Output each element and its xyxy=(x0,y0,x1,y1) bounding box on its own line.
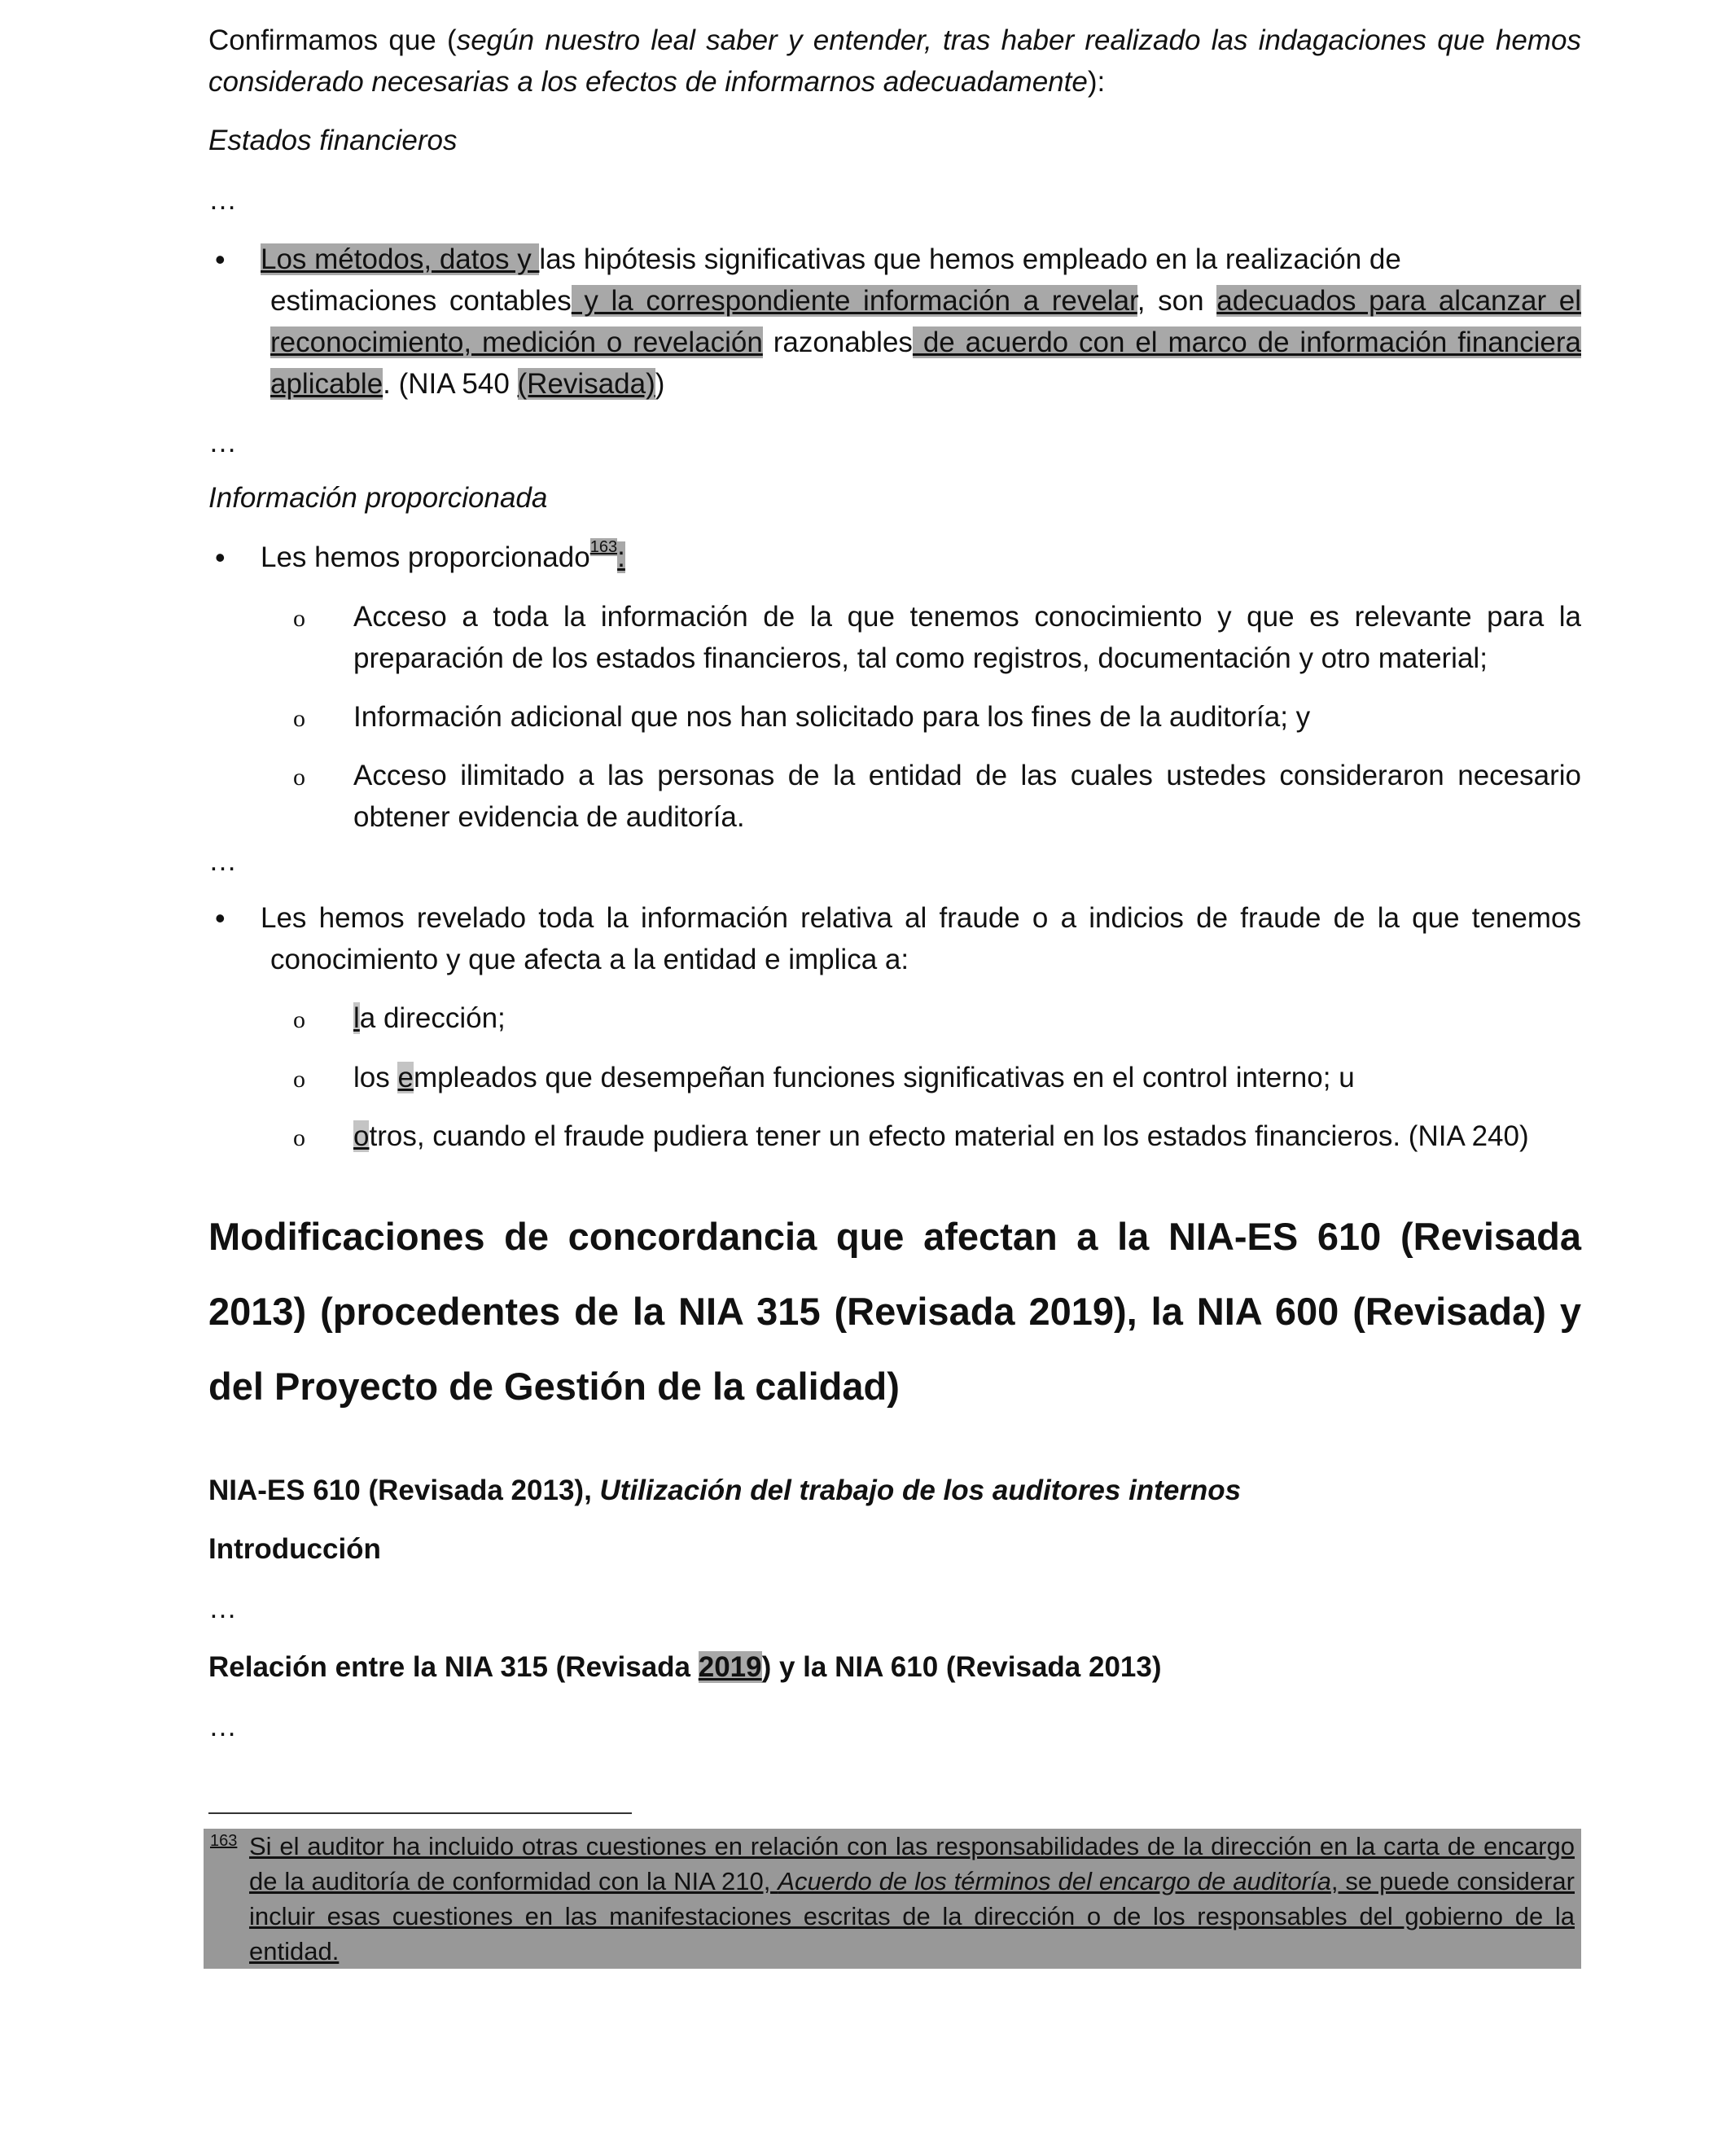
text-segment: mpleados que desempeñan funciones significativas en el control interno; u xyxy=(413,1062,1355,1093)
list-item-text: Acceso a toda la información de la que tenemos conocimiento y que es relevante para la preparación de los estados financieros, tal como registros, documentación y otro material; xyxy=(353,601,1581,674)
text-segment: , se puede considerar incluir esas cuestiones en las manifestaciones escritas de la dirección o de los responsables del gobierno de la entidad. xyxy=(249,1867,1575,1965)
highlight-text: de acuerdo con el marco de información financiera aplicable xyxy=(270,326,1581,400)
text-segment: conocimiento y que afecta a la entidad e implica a: xyxy=(270,944,909,975)
sub-bullet-symbol: o xyxy=(293,605,305,632)
bullet-text xyxy=(261,537,1581,578)
sub-bullet-symbol: o xyxy=(293,764,305,791)
sub-bullet-symbol: o xyxy=(293,1006,305,1033)
footnote xyxy=(204,1829,1581,1969)
highlight-text: e xyxy=(397,1062,414,1093)
section-title-information-provided: Información proporcionada xyxy=(208,482,548,514)
bullet-symbol: • xyxy=(215,243,226,276)
section-heading: Modificaciones de concordancia que afectan a la NIA-ES 610 (Revisada 2013) (procedentes de la NIA 315 (Revisada 2019), la NIA 600 (Revisada) y del Proyecto de Gestión de la calidad) xyxy=(208,1215,1581,1408)
text-segment: . (NIA 540 xyxy=(383,368,518,400)
text-segment: Relación entre la NIA 315 (Revisada xyxy=(208,1651,699,1683)
highlight-text: o xyxy=(353,1120,370,1152)
text-segment: , son xyxy=(1137,285,1217,317)
text-segment: las hipótesis significativas que hemos empleado en la realización de xyxy=(539,243,1401,275)
text-segment: Si el auditor ha incluido otras cuestiones en relación con las responsabilidades de la dirección en la carta de encargo de la auditoría de conformidad con la NIA 210, xyxy=(249,1832,1575,1895)
relation-heading xyxy=(208,1646,1581,1688)
bullet-text xyxy=(261,239,1581,405)
text-segment: Les hemos proporcionado xyxy=(261,541,590,573)
bullet-symbol: • xyxy=(215,541,226,574)
highlight-text: adecuados para alcanzar el reconocimiento, medición o revelación xyxy=(270,285,1582,358)
sub-bullet-symbol: o xyxy=(293,1066,305,1093)
intro-italic: según nuestro leal saber y entender, tras haber realizado las indagaciones que hemos considerado necesarias a los efectos de informarnos adecuadamente xyxy=(208,24,1581,98)
nia610-intro: Introducción xyxy=(208,1533,381,1565)
text-segment: Utilización del trabajo de los auditores internos xyxy=(599,1475,1242,1506)
highlight-text: Los métodos, datos y xyxy=(261,243,540,275)
intro-prefix: Confirmamos que ( xyxy=(208,24,457,56)
text-segment: a dirección; xyxy=(359,1002,506,1034)
ellipsis: … xyxy=(208,1593,237,1624)
list-item-text: Acceso ilimitado a las personas de la entidad de las cuales ustedes consideraron necesario obtener evidencia de auditoría. xyxy=(353,760,1581,833)
nia610-title xyxy=(208,1470,1581,1511)
list-item-text: Información adicional que nos han solicitado para los fines de la auditoría; y xyxy=(353,701,1311,733)
text-segment: Les hemos revelado toda la información relativa al fraude o a indicios de fraude de la que tenemos xyxy=(261,902,1581,934)
ellipsis: … xyxy=(208,427,237,458)
intro-suffix: ): xyxy=(1087,66,1106,98)
footnote-reference[interactable]: 163 xyxy=(589,538,618,556)
text-segment: tros, cuando el fraude pudiera tener un efecto material en los estados financieros. (NIA 240) xyxy=(369,1120,1529,1152)
section-title-financial-statements: Estados financieros xyxy=(208,125,458,156)
intro-paragraph xyxy=(208,20,1581,103)
text-segment: los xyxy=(353,1062,398,1093)
text-segment: Acuerdo de los términos del encargo de auditoría xyxy=(778,1867,1331,1895)
sub-bullet-symbol: o xyxy=(293,1124,305,1151)
footnote-number: 163 xyxy=(210,1832,238,1850)
text-segment: ) y la NIA 610 (Revisada 2013) xyxy=(761,1651,1162,1683)
footnote-text xyxy=(249,1829,1575,1969)
sub-bullet-symbol: o xyxy=(293,705,305,732)
highlight-text: y la correspondiente información a revelar xyxy=(571,285,1137,317)
ellipsis: … xyxy=(208,845,237,877)
highlight-text: l xyxy=(353,1002,360,1034)
bullet-text xyxy=(261,897,1581,980)
highlight-text: (Revisada) xyxy=(517,368,655,400)
highlight-text: 2019 xyxy=(698,1651,762,1683)
footnote-separator xyxy=(208,1812,632,1814)
ellipsis: … xyxy=(208,1711,237,1742)
highlight-text: : xyxy=(617,541,625,573)
text-segment: NIA-ES 610 (Revisada 2013), xyxy=(208,1475,600,1506)
text-segment: estimaciones contables xyxy=(270,285,572,317)
text-segment: razonables xyxy=(762,326,913,358)
ellipsis: … xyxy=(208,184,237,216)
bullet-symbol: • xyxy=(215,901,226,935)
text-segment: ) xyxy=(655,368,665,400)
